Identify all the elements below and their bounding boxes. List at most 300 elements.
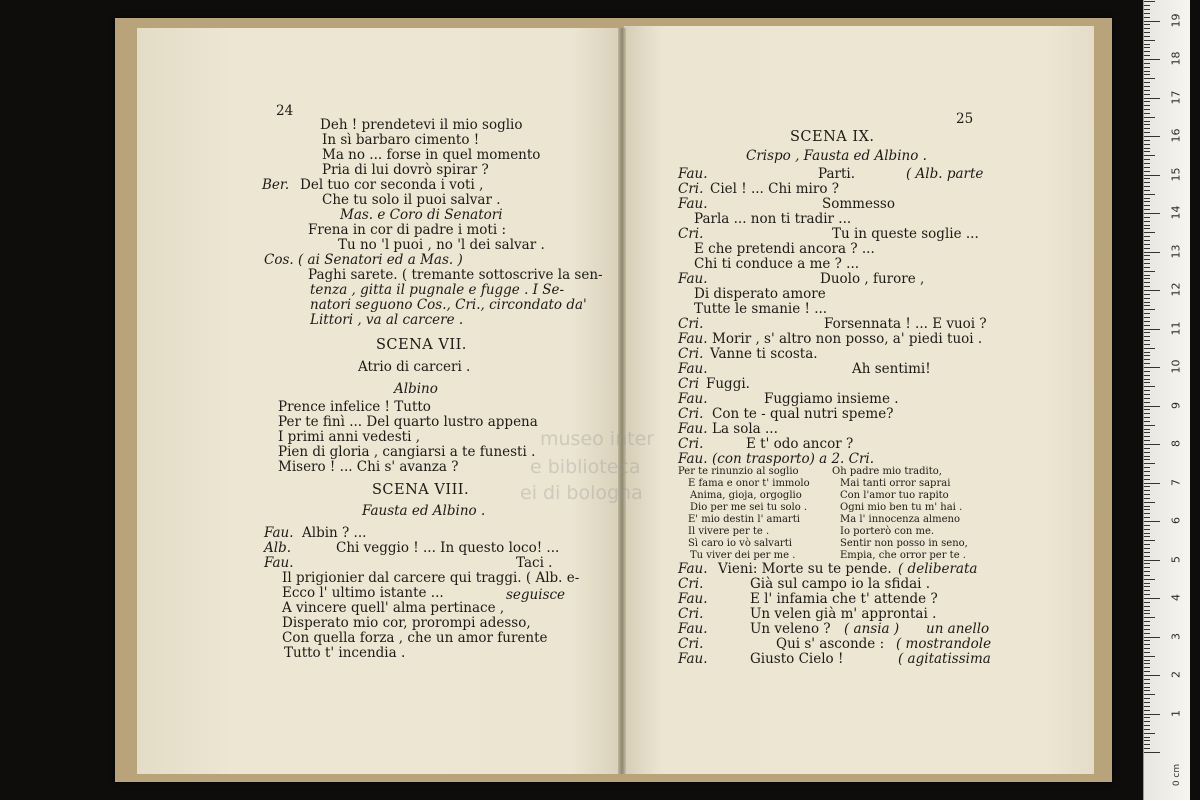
ruler-tick xyxy=(1144,78,1155,79)
duet-line-crispo: Con l'amor tuo rapito xyxy=(840,490,949,501)
ruler-tick xyxy=(1144,175,1160,176)
ruler-tick xyxy=(1144,194,1155,195)
character-list: Albino xyxy=(394,381,438,397)
verse-line: Tu in queste soglie ... xyxy=(832,226,979,242)
speaker-name: Cri. xyxy=(678,576,704,592)
ruler-tick xyxy=(1144,583,1150,584)
ruler-tick xyxy=(1144,379,1150,380)
ruler-tick xyxy=(1144,86,1150,87)
character-list: Crispo , Fausta ed Albino . xyxy=(746,148,927,164)
speaker-name: Fau. xyxy=(678,196,708,212)
ruler-tick xyxy=(1144,90,1150,91)
ruler-tick xyxy=(1144,406,1160,407)
ruler-tick xyxy=(1144,67,1150,68)
verse-line: Paghi sarete. ( tremante sottoscrive la sen- xyxy=(308,267,603,283)
speaker-name: Fau. xyxy=(678,651,708,667)
verse-line: Che tu solo il puoi salvar . xyxy=(322,192,501,208)
ruler-tick xyxy=(1144,282,1150,283)
speaker-name: Cri xyxy=(678,376,700,392)
ruler-tick xyxy=(1144,148,1150,149)
ruler-tick xyxy=(1144,737,1150,738)
ruler-tick xyxy=(1144,710,1150,711)
ruler-tick xyxy=(1144,47,1150,48)
ruler-tick xyxy=(1144,232,1155,233)
ruler-tick xyxy=(1144,648,1150,649)
stage-direction: ( Alb. parte xyxy=(906,166,984,182)
ruler-tick xyxy=(1144,444,1160,445)
ruler-number: 17 xyxy=(1169,90,1183,104)
ruler-tick xyxy=(1144,325,1150,326)
scene-heading: SCENA VIII. xyxy=(372,482,470,498)
watermark-line: ei di bologna xyxy=(520,482,643,504)
ruler-tick xyxy=(1144,390,1150,391)
ruler-tick xyxy=(1144,144,1150,145)
ruler-tick xyxy=(1144,667,1150,668)
ruler-tick xyxy=(1144,548,1150,549)
ruler-number: 3 xyxy=(1169,632,1183,640)
scene-heading: SCENA IX. xyxy=(790,129,875,145)
ruler-tick xyxy=(1144,717,1150,718)
ruler-tick xyxy=(1144,359,1150,360)
ruler-tick xyxy=(1144,140,1150,141)
ruler-tick xyxy=(1144,167,1150,168)
ruler-tick xyxy=(1144,413,1150,414)
ruler-tick xyxy=(1144,5,1150,6)
ruler-tick xyxy=(1144,552,1150,553)
ruler-tick xyxy=(1144,448,1150,449)
stage-direction: Mas. e Coro di Senatori xyxy=(340,207,503,223)
speaker-name: Fau. xyxy=(678,391,708,407)
ruler-tick xyxy=(1144,171,1150,172)
ruler-tick xyxy=(1144,402,1150,403)
ruler-tick xyxy=(1144,236,1150,237)
ruler-tick xyxy=(1144,28,1150,29)
ruler-number: 5 xyxy=(1169,555,1183,563)
verse-line: Frena in cor di padre i moti : xyxy=(308,222,507,238)
stage-direction: Littori , va al carcere . xyxy=(310,312,464,328)
ruler-tick xyxy=(1144,21,1160,22)
ruler-tick xyxy=(1144,509,1150,510)
ruler-tick xyxy=(1144,556,1150,557)
ruler-tick xyxy=(1144,459,1150,460)
ruler-tick xyxy=(1144,702,1150,703)
ruler-tick xyxy=(1144,290,1160,291)
ruler-tick xyxy=(1144,498,1150,499)
verse-line: Pria di lui dovrò spirar ? xyxy=(322,162,489,178)
ruler-tick xyxy=(1144,205,1150,206)
ruler-tick xyxy=(1144,352,1150,353)
ruler-tick xyxy=(1144,725,1150,726)
speaker-name: Fau. xyxy=(678,361,708,377)
ruler-tick xyxy=(1144,1,1155,2)
verse-line: Con te - qual nutri speme? xyxy=(712,406,894,422)
duet-line-fausta: Il vivere per te . xyxy=(688,526,770,537)
ruler-tick xyxy=(1144,382,1150,383)
duet-line-fausta: E' mio destin l' amarti xyxy=(688,514,800,525)
ruler-tick xyxy=(1144,721,1150,722)
speaker-name: Cri. xyxy=(678,226,704,242)
ruler-tick xyxy=(1144,309,1155,310)
verse-line: Con quella forza , che un amor furente xyxy=(282,630,548,646)
ruler-tick xyxy=(1144,613,1150,614)
speaker-name: Alb. xyxy=(264,540,291,556)
ruler-tick xyxy=(1144,98,1160,99)
ruler-tick xyxy=(1144,467,1150,468)
ruler-tick xyxy=(1144,59,1160,60)
stage-direction: ( mostrandole xyxy=(896,636,992,652)
ruler-number: 8 xyxy=(1169,440,1183,447)
ruler-tick xyxy=(1144,178,1150,179)
ruler-tick xyxy=(1144,690,1150,691)
ruler-tick xyxy=(1144,752,1160,753)
verse-line: Vieni: Morte su te pende. xyxy=(718,561,892,577)
ruler-tick xyxy=(1144,255,1150,256)
ruler-tick xyxy=(1144,733,1155,734)
ruler-number: 7 xyxy=(1169,478,1183,486)
duet-line-fausta: Anima, gioja, orgoglio xyxy=(690,490,802,501)
ruler-tick xyxy=(1144,644,1150,645)
verse-line: Duolo , furore , xyxy=(820,271,925,287)
verse-line: Tu no 'l puoi , no 'l dei salvar . xyxy=(338,237,545,253)
ruler-number: 12 xyxy=(1169,282,1183,297)
ruler-tick xyxy=(1144,51,1150,52)
ruler-tick xyxy=(1144,683,1150,684)
speaker-name: Fau. xyxy=(678,561,708,577)
ruler-tick xyxy=(1144,625,1150,626)
ruler-tick xyxy=(1144,544,1150,545)
verse-line: In sì barbaro cimento ! xyxy=(322,132,480,148)
ruler-tick xyxy=(1144,483,1160,484)
speaker-name: Fau. xyxy=(678,166,708,182)
ruler-tick xyxy=(1144,463,1155,464)
speaker-name: Cri. xyxy=(678,636,704,652)
verse-line: A vincere quell' alma pertinace , xyxy=(282,600,505,616)
ruler-number: 18 xyxy=(1169,51,1183,66)
ruler-tick xyxy=(1144,432,1150,433)
ruler-tick xyxy=(1144,513,1150,514)
ruler-tick xyxy=(1144,490,1150,491)
ruler-tick xyxy=(1144,744,1150,745)
ruler-tick xyxy=(1144,132,1150,133)
verse-line: Misero ! ... Chi s' avanza ? xyxy=(278,459,459,475)
verse-line: Chi veggio ! ... In questo loco! ... xyxy=(336,540,560,556)
duet-line-crispo: Io porterò con me. xyxy=(840,526,935,537)
speaker-name: Cri. xyxy=(678,346,704,362)
verse-line: Taci . xyxy=(516,555,553,571)
ruler-tick xyxy=(1144,329,1160,330)
ruler-tick xyxy=(1144,321,1150,322)
verse-line: Di disperato amore xyxy=(694,286,826,302)
ruler-tick xyxy=(1144,17,1150,18)
ruler-tick xyxy=(1144,663,1150,664)
verse-line: E che pretendi ancora ? ... xyxy=(694,241,875,257)
verse-line: Fuggiamo insieme . xyxy=(764,391,899,407)
ruler-tick xyxy=(1144,305,1150,306)
ruler-tick xyxy=(1144,113,1150,114)
stage-direction: ( agitatissima xyxy=(898,651,991,667)
ruler-tick xyxy=(1144,675,1160,676)
ruler-tick xyxy=(1144,740,1150,741)
ruler-tick xyxy=(1144,186,1150,187)
ruler-tick xyxy=(1144,117,1155,118)
ruler-tick xyxy=(1144,155,1155,156)
verse-line: Pien di gloria , cangiarsi a te funesti . xyxy=(278,444,536,460)
ruler-tick xyxy=(1144,694,1155,695)
ruler-tick xyxy=(1144,217,1150,218)
verse-line: Per te finì ... Del quarto lustro appena xyxy=(278,414,538,430)
ruler-tick xyxy=(1144,679,1150,680)
ruler-tick xyxy=(1144,590,1150,591)
ruler-tick xyxy=(1144,456,1150,457)
verse-line: Deh ! prendetevi il mio soglio xyxy=(320,117,523,133)
ruler-tick xyxy=(1144,560,1160,561)
scene-heading: SCENA VII. xyxy=(376,337,467,353)
ruler-tick xyxy=(1144,213,1160,214)
ruler-tick xyxy=(1144,240,1150,241)
ruler-tick xyxy=(1144,128,1150,129)
ruler-tick xyxy=(1144,271,1155,272)
ruler-tick xyxy=(1144,540,1155,541)
ruler-tick xyxy=(1144,440,1150,441)
ruler-tick xyxy=(1144,471,1150,472)
verse-line: Albin ? ... xyxy=(302,525,367,541)
ruler-tick xyxy=(1144,671,1150,672)
verse-line: Tutte le smanie ! ... xyxy=(694,301,828,317)
ruler-tick xyxy=(1144,201,1150,202)
ruler-tick xyxy=(1144,340,1150,341)
ruler-tick xyxy=(1144,621,1150,622)
verse-line: Forsennata ! ... E vuoi ? xyxy=(824,316,987,332)
verse-line: Il prigionier dal carcere qui traggi. ( Alb. e- xyxy=(282,570,580,586)
ruler-tick xyxy=(1144,475,1150,476)
verse-line: La sola ... xyxy=(712,421,778,437)
verse-line: E t' odo ancor ? xyxy=(746,436,854,452)
duet-line-crispo: Empia, che orror per te . xyxy=(840,550,966,561)
ruler-tick xyxy=(1144,629,1150,630)
stage-direction: natori seguono Cos., Cri., circondato da' xyxy=(310,297,587,313)
ruler-number: 16 xyxy=(1169,128,1183,143)
ruler-tick xyxy=(1144,198,1150,199)
ruler-tick xyxy=(1144,94,1150,95)
ruler-tick xyxy=(1144,563,1150,564)
speaker-name: Cri. xyxy=(678,181,704,197)
duet-line-crispo: Sentir non posso in seno, xyxy=(840,538,968,549)
stage-direction: tenza , gitta il pugnale e fugge . I Se- xyxy=(310,282,565,298)
stage-direction: un anello xyxy=(926,621,990,637)
speaker-name: Fau. xyxy=(264,555,294,571)
verse-line: Parla ... non ti tradir ... xyxy=(694,211,852,227)
ruler-tick xyxy=(1144,637,1160,638)
ruler-tick xyxy=(1144,302,1150,303)
ruler-tick xyxy=(1144,521,1160,522)
stage-direction: ( ai Senatori ed a Mas. ) xyxy=(298,252,463,268)
ruler-tick xyxy=(1144,617,1155,618)
ruler-tick xyxy=(1144,409,1150,410)
ruler-tick xyxy=(1144,9,1150,10)
ruler-tick xyxy=(1144,714,1160,715)
ruler-tick xyxy=(1144,36,1150,37)
verse-line: Fuggi. xyxy=(706,376,750,392)
ruler-tick xyxy=(1144,656,1155,657)
ruler-number: 19 xyxy=(1169,13,1183,27)
duet-line-crispo: Ma l' innocenza almeno xyxy=(840,514,960,525)
ruler-tick xyxy=(1144,286,1150,287)
ruler-tick xyxy=(1144,506,1150,507)
verse-line: Un veleno ? xyxy=(750,621,831,637)
ruler-number: 9 xyxy=(1169,401,1183,409)
ruler-tick xyxy=(1144,313,1150,314)
ruler-number: 10 xyxy=(1169,359,1183,374)
verse-line: Chi ti conduce a me ? ... xyxy=(694,256,860,272)
ruler-tick xyxy=(1144,525,1150,526)
ruler-tick xyxy=(1144,640,1150,641)
verse-line: Ciel ! ... Chi miro ? xyxy=(710,181,839,197)
speaker-name: Cri. xyxy=(678,406,704,422)
speaker-name: Ber. xyxy=(262,177,290,193)
ruler-tick xyxy=(1144,355,1150,356)
ruler-tick xyxy=(1144,336,1150,337)
duet-line-crispo: Ogni mio ben tu m' hai . xyxy=(840,502,963,513)
ruler-tick xyxy=(1144,332,1150,333)
verse-line: Un velen già m' approntai . xyxy=(750,606,937,622)
ruler-tick xyxy=(1144,567,1150,568)
ruler-tick xyxy=(1144,44,1150,45)
duet-line-crispo: Oh padre mio tradito, xyxy=(832,466,942,477)
ruler-tick xyxy=(1144,151,1150,152)
measuring-ruler xyxy=(1143,0,1190,800)
verse-line: Ecco l' ultimo istante ... xyxy=(282,585,444,601)
verse-line: Vanne ti scosta. xyxy=(710,346,818,362)
ruler-number: 1 xyxy=(1169,709,1183,717)
ruler-tick xyxy=(1144,13,1150,14)
ruler-tick xyxy=(1144,263,1150,264)
ruler-tick xyxy=(1144,579,1155,580)
page-number: 24 xyxy=(276,103,294,119)
speaker-name: Fau. xyxy=(678,271,708,287)
ruler-tick xyxy=(1144,244,1150,245)
ruler-number: 6 xyxy=(1169,517,1183,524)
ruler-tick xyxy=(1144,594,1150,595)
verse-line: Ah sentimi! xyxy=(852,361,931,377)
ruler-tick xyxy=(1144,421,1150,422)
ruler-number: 14 xyxy=(1169,205,1183,220)
ruler-tick xyxy=(1144,101,1150,102)
speaker-name: Fau. xyxy=(678,621,708,637)
duet-line-fausta: Tu viver dei per me . xyxy=(690,550,796,561)
ruler-tick xyxy=(1144,24,1150,25)
character-list: Fausta ed Albino . xyxy=(362,503,486,519)
ruler-tick xyxy=(1144,55,1150,56)
ruler-tick xyxy=(1144,529,1150,530)
stage-direction: ( ansia ) xyxy=(844,621,900,637)
ruler-tick xyxy=(1144,452,1150,453)
verse-line: Tutto t' incendia . xyxy=(284,645,406,661)
ruler-tick xyxy=(1144,294,1150,295)
scene-setting: Atrio di carceri . xyxy=(358,359,471,375)
ruler-tick xyxy=(1144,706,1150,707)
ruler-tick xyxy=(1144,502,1155,503)
ruler-tick xyxy=(1144,63,1150,64)
ruler-tick xyxy=(1144,687,1150,688)
ruler-tick xyxy=(1144,182,1150,183)
ruler-tick xyxy=(1144,371,1150,372)
ruler-tick xyxy=(1144,598,1160,599)
ruler-tick xyxy=(1144,536,1150,537)
speaker-name: Cos. xyxy=(264,252,294,268)
verse-line: Qui s' asconde : xyxy=(776,636,885,652)
book-gutter xyxy=(618,28,626,774)
ruler-tick xyxy=(1144,74,1150,75)
verse-line: Sommesso xyxy=(822,196,895,212)
duet-line-fausta: E fama e onor t' immolo xyxy=(688,478,810,489)
ruler-tick xyxy=(1144,517,1150,518)
ruler-tick xyxy=(1144,221,1150,222)
verse-line: Del tuo cor seconda i voti , xyxy=(300,177,484,193)
ruler-tick xyxy=(1144,367,1160,368)
verse-line: Morir , s' altro non posso, a' piedi tuoi . xyxy=(712,331,983,347)
ruler-tick xyxy=(1144,610,1150,611)
ruler-tick xyxy=(1144,275,1150,276)
ruler-tick xyxy=(1144,729,1150,730)
ruler-tick xyxy=(1144,429,1150,430)
ruler-tick xyxy=(1144,571,1150,572)
ruler-tick xyxy=(1144,363,1150,364)
duet-line-fausta: Sì caro io vò salvarti xyxy=(688,538,792,549)
ruler-tick xyxy=(1144,159,1150,160)
ruler-number: 4 xyxy=(1169,594,1183,601)
verse-line: Ma no ... forse in quel momento xyxy=(322,147,541,163)
ruler-tick xyxy=(1144,259,1150,260)
duet-line-crispo: Mai tanti orror saprai xyxy=(840,478,951,489)
stage-direction: (con trasporto) a 2. Cri. xyxy=(712,451,875,467)
verse-line: Prence infelice ! Tutto xyxy=(278,399,431,415)
speaker-name: Cri. xyxy=(678,436,704,452)
ruler-tick xyxy=(1144,248,1150,249)
ruler-tick xyxy=(1144,375,1150,376)
ruler-tick xyxy=(1144,121,1150,122)
ruler-tick xyxy=(1144,660,1150,661)
ruler-tick xyxy=(1144,386,1155,387)
ruler-tick xyxy=(1144,602,1150,603)
duet-line-fausta: Dio per me sei tu solo . xyxy=(690,502,808,513)
speaker-name: Fau. xyxy=(678,451,708,467)
ruler-tick xyxy=(1144,348,1155,349)
ruler-tick xyxy=(1144,494,1150,495)
page-number: 25 xyxy=(956,111,974,127)
ruler-tick xyxy=(1144,40,1155,41)
stage-direction: ( deliberata xyxy=(898,561,978,577)
ruler-number: 15 xyxy=(1169,167,1183,181)
ruler-unit-label: 0 cm xyxy=(1172,763,1183,787)
ruler-tick xyxy=(1144,163,1150,164)
verse-line: Già sul campo io la sfidai . xyxy=(750,576,931,592)
ruler-tick xyxy=(1144,124,1150,125)
ruler-number: 13 xyxy=(1169,244,1183,258)
ruler-tick xyxy=(1144,748,1150,749)
speaker-name: Fau. xyxy=(678,591,708,607)
verse-line: Parti. xyxy=(818,166,856,182)
stage-direction: seguisce xyxy=(506,587,566,603)
ruler-tick xyxy=(1144,486,1150,487)
watermark-line: e biblioteca xyxy=(530,456,641,478)
ruler-tick xyxy=(1144,190,1150,191)
ruler-tick xyxy=(1144,586,1150,587)
ruler-tick xyxy=(1144,633,1150,634)
ruler-tick xyxy=(1144,479,1150,480)
ruler-tick xyxy=(1144,575,1150,576)
ruler-tick xyxy=(1144,394,1150,395)
ruler-tick xyxy=(1144,317,1150,318)
